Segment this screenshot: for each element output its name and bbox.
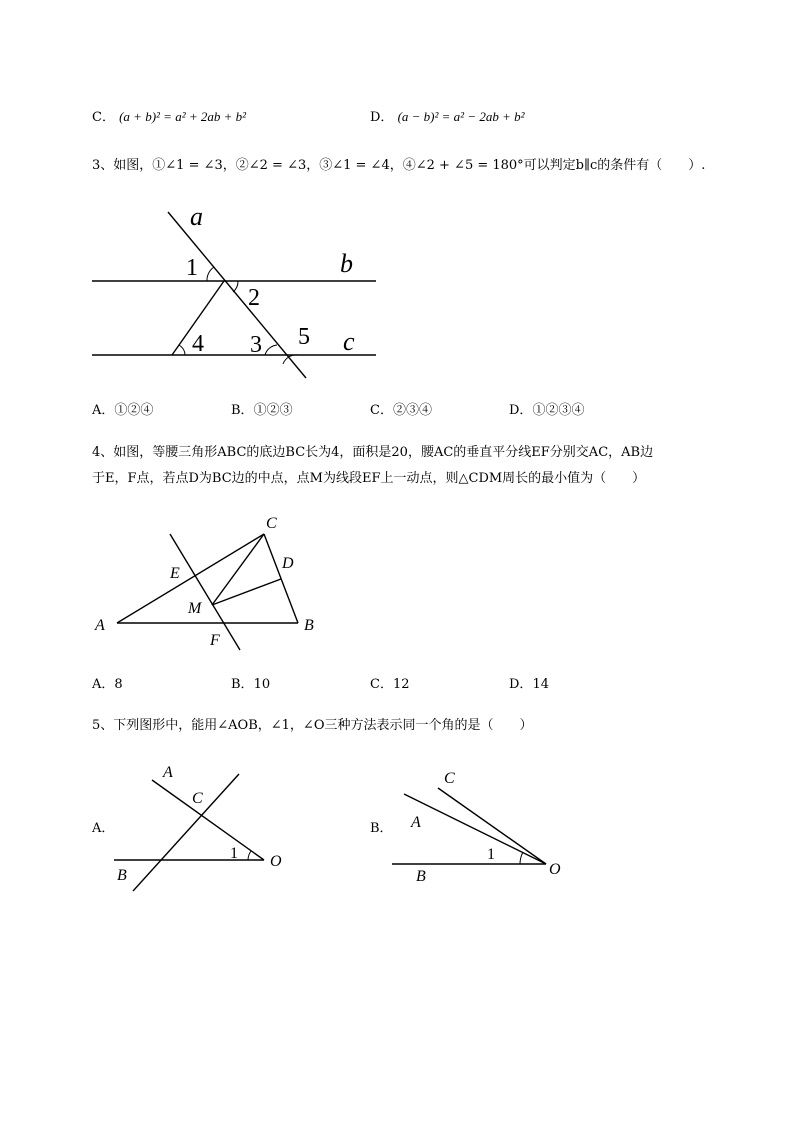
q4-label-c: C	[266, 515, 277, 532]
q4-label-d: D	[282, 555, 294, 572]
q3-angle-4: 4	[192, 331, 204, 357]
q3-label-a: a	[190, 202, 203, 231]
q3-label-c: c	[343, 327, 355, 356]
q4-option-d: D．14	[509, 677, 549, 692]
q5a-label-o: O	[270, 853, 282, 870]
q4-label-e: E	[170, 565, 180, 582]
q3-angle-1: 1	[186, 255, 198, 281]
q2-option-d-formula: (a − b)² = a² − 2ab + b²	[397, 109, 525, 124]
q5a-label-c: C	[192, 790, 203, 807]
q5a-label-b: B	[117, 867, 127, 884]
q3-angle-2: 2	[248, 285, 260, 311]
q5b-label-b: B	[416, 868, 426, 885]
q3-option-d: D．①②③④	[509, 403, 585, 418]
q4-label-b: B	[304, 617, 314, 634]
q3-angle-5: 5	[298, 324, 310, 350]
q5b-arc-1	[520, 852, 523, 864]
q4-option-b: B．10	[231, 677, 271, 692]
q3-label-b: b	[340, 249, 353, 278]
q3-angle-3: 3	[250, 332, 262, 358]
q4-label-m: M	[188, 600, 202, 617]
q5b-ray-oa	[404, 794, 546, 864]
q4-label-a: A	[95, 617, 105, 634]
q4-label-f: F	[210, 632, 220, 649]
q4-option-c: C．12	[370, 677, 410, 692]
q4-stem-line1: 4、如图，等腰三角形ABC的底边BC长为4，面积是20，腰AC的垂直平分线EF分别交AC，AB边	[92, 445, 654, 460]
q2-option-d-letter: D．	[370, 110, 394, 125]
q5-stem: 5、下列图形中，能用∠AOB，∠1，∠O三种方法表示同一个角的是（ ）	[92, 718, 533, 733]
q5b-label-c: C	[444, 770, 455, 787]
q2-option-c-letter: C．	[92, 110, 115, 125]
q3-option-b: B．①②③	[231, 403, 293, 418]
q2-option-c-formula: (a + b)² = a² + 2ab + b²	[119, 109, 247, 124]
q5b-label-o: O	[549, 861, 561, 878]
q5b-label-1: 1	[487, 846, 495, 863]
q4-option-a: A．8	[92, 677, 123, 692]
q5-option-a-letter: A．	[92, 821, 115, 836]
q4-stem-line2: 于E，F点，若点D为BC边的中点，点M为线段EF上一动点，则△CDM周长的最小值为（ ）	[92, 471, 646, 486]
q5-option-b-letter: B．	[370, 821, 393, 836]
q5a-label-a: A	[163, 764, 173, 781]
q3-option-c: C．②③④	[370, 403, 432, 418]
q5a-label-1: 1	[230, 845, 238, 862]
q5b-label-a: A	[411, 814, 421, 831]
q3-stem: 3、如图，①∠1 = ∠3，②∠2 = ∠3，③∠1 = ∠4，④∠2 + ∠5 = 180°可以判定b∥c的条件有（ ）.	[92, 158, 706, 173]
q3-option-a: A．①②④	[92, 403, 154, 418]
